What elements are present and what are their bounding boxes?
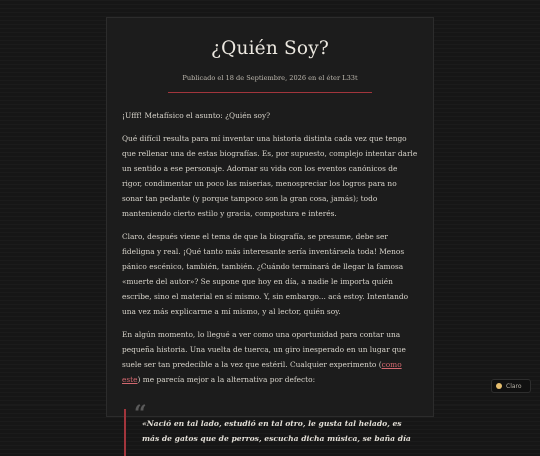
paragraph: Qué difícil resulta para mí inventar una historia distinta cada vez que tengo que rellenar una de estas biografías. Es, por supuesto, complejo intentar darle un sentido a ese personaje. Adornar su vida con los eventos canónicos de rigor, condimentar un poco las miserias, menospreciar los logros para no sonar tan pedante (y porque tampoco son la gran cosa, jamás); todo manteniendo cierto estilo y gracia, compostura e interés. bbox=[122, 134, 418, 218]
paragraph-text: En algún momento, lo llegué a ver como una oportunidad para contar una pequeña historia. Una vuelta de tuerca, un giro inesperado en un lugar que suele ser tan predecible a la vez que estéril. Cualquier experimento ( bbox=[122, 330, 406, 369]
paragraph: ¡Ufff! Metafísico el asunto: ¿Quién soy? bbox=[122, 111, 271, 120]
quote-mark-icon: “ bbox=[134, 401, 147, 427]
paragraph-text: ) me parecía mejor a la alternativa por defecto: bbox=[137, 375, 316, 384]
article-meta: Publicado el 18 de Septiembre, 2026 en el éter L33t bbox=[182, 74, 358, 82]
blockquote bbox=[124, 401, 418, 456]
theme-toggle-label: Claro bbox=[506, 382, 522, 390]
paragraph: Claro, después viene el tema de que la biografía, se presume, debe ser fideligna y real. ¡Qué tanto más interesante sería inventársela toda! Menos pánico escénico, también, también. ¿Cuándo terminará de llegar la famosa «muerte del autor»? Se supone que hoy en día, a nadie le importa quién escribe, sino el material en sí mismo. Y, sin embargo... acá estoy. Intentando una vez más explicarme a mí mismo, y al lector, quién soy. bbox=[122, 232, 409, 316]
experiment-link[interactable]: como este bbox=[122, 360, 402, 384]
article-header bbox=[107, 18, 433, 93]
paragraph bbox=[122, 327, 418, 387]
article-card bbox=[106, 17, 434, 443]
article-body bbox=[107, 93, 433, 456]
quote-text: «Nació en tal lado, estudió en tal otro, le gusta tal helado, es más de gatos que de perros, escucha dicha música, se baña día bbox=[142, 419, 411, 443]
sun-icon bbox=[496, 383, 502, 389]
page-title: ¿Quién Soy? bbox=[210, 38, 330, 59]
theme-toggle-button[interactable] bbox=[491, 379, 531, 393]
